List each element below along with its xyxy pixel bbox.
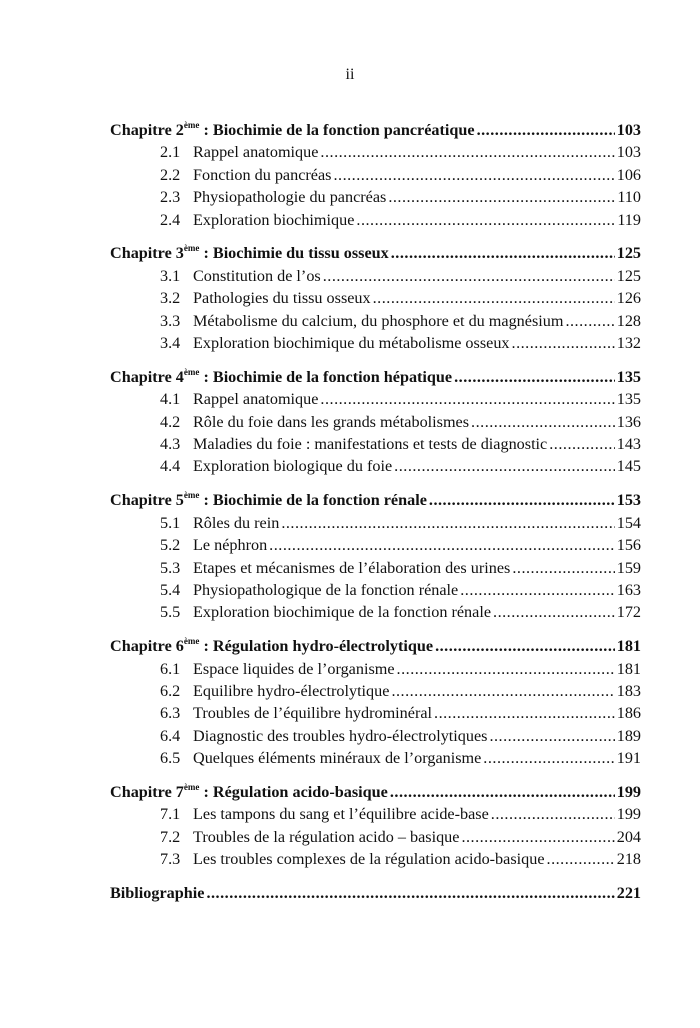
dot-leader [471, 411, 615, 433]
toc-section-entry[interactable] [110, 455, 641, 477]
dot-leader [489, 725, 614, 747]
section-page: 191 [616, 749, 641, 768]
section-title: Rôle du foie dans les grands métabolismes [193, 412, 470, 431]
dot-leader [320, 388, 614, 410]
section-title: Espace liquides de l’organisme [193, 659, 395, 678]
toc-section-entry[interactable] [110, 826, 641, 848]
section-page: 186 [616, 704, 641, 723]
section-title: Pathologies du tissu osseux [193, 289, 371, 308]
dot-leader [565, 310, 614, 332]
toc-section-entry[interactable] [110, 287, 641, 309]
section-page: 218 [616, 850, 641, 869]
section-page: 103 [616, 143, 641, 162]
chapter-label [110, 366, 452, 388]
dot-leader [388, 186, 615, 208]
chapter-prefix: Chapitre 6 [110, 637, 184, 656]
dot-leader [477, 119, 615, 141]
toc-section-entry[interactable] [110, 411, 641, 433]
section-title: Exploration biochimique du métabolisme osseux [193, 334, 510, 353]
dot-leader [391, 680, 614, 702]
toc-section-entry[interactable] [110, 803, 641, 825]
dot-leader [435, 635, 615, 657]
toc-chapter-entry[interactable] [110, 119, 641, 141]
dot-leader [269, 534, 615, 556]
section-page: 135 [616, 390, 641, 409]
toc-section-entry[interactable] [110, 557, 641, 579]
section-number: 3.2 [160, 289, 181, 308]
dot-leader [512, 332, 615, 354]
chapter-label [110, 242, 389, 264]
chapter-title: : Biochimie de la fonction pancréatique [199, 121, 475, 139]
chapter-label [110, 489, 427, 511]
section-title: Constitution de l’os [193, 266, 321, 285]
section-page: 159 [616, 558, 641, 577]
dot-leader [549, 433, 614, 455]
toc-section-entry[interactable] [110, 601, 641, 623]
dot-leader [390, 781, 615, 803]
dot-leader [493, 601, 615, 623]
toc-section-entry[interactable] [110, 209, 641, 231]
section-number: 5.4 [160, 580, 181, 599]
section-number: 3.4 [160, 334, 181, 353]
section-page: 106 [616, 165, 641, 184]
toc-section-entry[interactable] [110, 186, 641, 208]
chapter-title: : Biochimie de la fonction rénale [199, 491, 427, 510]
section-page: 163 [616, 580, 641, 599]
section-number: 7.3 [160, 850, 181, 869]
section-title: Fonction du pancréas [193, 165, 332, 184]
toc-section-entry[interactable] [110, 658, 641, 680]
chapter-ordinal: ème [183, 120, 200, 130]
toc-section-entry[interactable] [110, 265, 641, 287]
toc-section-entry[interactable] [110, 725, 641, 747]
section-number: 4.4 [160, 457, 181, 476]
chapter-prefix: Chapitre 7 [110, 783, 184, 802]
section-page: 172 [616, 603, 641, 622]
dot-leader [394, 455, 615, 477]
section-page: 204 [616, 827, 641, 846]
toc-section-entry[interactable] [110, 310, 641, 332]
chapter-prefix: Bibliographie [110, 884, 205, 903]
section-title: Exploration biologique du foie [193, 457, 393, 476]
chapter-label [110, 635, 433, 657]
chapter-ordinal: ème [183, 366, 200, 377]
table-of-contents [110, 119, 641, 905]
section-page: 156 [616, 536, 641, 555]
section-page: 128 [616, 311, 641, 330]
section-page: 125 [616, 266, 641, 285]
section-page: 145 [616, 457, 641, 476]
section-title: Exploration biochimique [193, 210, 355, 229]
toc-section-entry[interactable] [110, 747, 641, 769]
dot-leader [281, 512, 614, 534]
chapter-page: 199 [616, 783, 641, 802]
section-title: Rappel anatomique [193, 143, 319, 162]
chapter-ordinal: ème [183, 636, 200, 647]
section-number: 5.2 [160, 536, 181, 555]
toc-chapter-entry[interactable] [110, 489, 641, 511]
section-number: 2.3 [160, 188, 181, 207]
dot-leader [391, 242, 615, 264]
section-number: 5.5 [160, 603, 181, 622]
section-number: 5.1 [160, 513, 181, 532]
section-number: 5.3 [160, 558, 181, 577]
dot-leader [547, 848, 615, 870]
section-page: 154 [616, 513, 641, 532]
toc-chapter-entry[interactable] [110, 882, 641, 904]
toc-section-entry[interactable] [110, 164, 641, 186]
dot-leader [454, 366, 615, 388]
chapter-page: 221 [616, 884, 641, 903]
section-title: Equilibre hydro-électrolytique [193, 681, 390, 700]
chapter-title: : Biochimie du tissu osseux [199, 244, 389, 263]
chapter-page: 125 [616, 244, 641, 263]
chapter-ordinal: ème [183, 782, 200, 793]
toc-chapter-entry[interactable] [110, 242, 641, 264]
section-page: 119 [617, 210, 641, 229]
chapter-prefix: Chapitre 5 [110, 491, 184, 510]
section-title: Diagnostic des troubles hydro-électrolytiques [193, 726, 488, 745]
dot-leader [461, 826, 614, 848]
section-page: 136 [616, 412, 641, 431]
section-number: 4.1 [160, 390, 181, 409]
dot-leader [323, 265, 615, 287]
section-number: 2.1 [160, 143, 181, 162]
page-number: ii [345, 66, 355, 83]
section-page: 110 [617, 188, 641, 207]
section-title: Exploration biochimique de la fonction rénale [193, 603, 492, 622]
toc-section-entry[interactable] [110, 332, 641, 354]
chapter-prefix: Chapitre 3 [110, 244, 184, 263]
toc-section-entry[interactable] [110, 534, 641, 556]
section-number: 6.4 [160, 726, 181, 745]
toc-chapter-entry[interactable] [110, 366, 641, 388]
toc-section-entry[interactable] [110, 702, 641, 724]
chapter-page: 103 [616, 121, 641, 139]
section-title: Rôles du rein [193, 513, 280, 532]
toc-section-entry[interactable] [110, 848, 641, 870]
chapter-label [110, 781, 388, 803]
chapter-page: 153 [616, 491, 641, 510]
dot-leader [206, 882, 614, 904]
toc-section-entry[interactable] [110, 141, 641, 163]
dot-leader [397, 658, 615, 680]
chapter-ordinal: ème [183, 490, 200, 501]
section-number: 4.3 [160, 435, 181, 454]
chapter-title: : Biochimie de la fonction hépatique [199, 367, 453, 386]
section-title: Rappel anatomique [193, 390, 319, 409]
dot-leader [429, 489, 615, 511]
section-number: 7.2 [160, 827, 181, 846]
chapter-ordinal: ème [183, 243, 200, 254]
toc-chapter-entry[interactable] [110, 781, 641, 803]
dot-leader [373, 287, 615, 309]
section-number: 2.4 [160, 210, 181, 229]
section-title: Les tampons du sang et l’équilibre acide-base [193, 805, 489, 824]
chapter-page: 181 [616, 637, 641, 656]
chapter-title: : Régulation acido-basique [199, 783, 388, 802]
dot-leader [512, 557, 614, 579]
toc-section-entry[interactable] [110, 579, 641, 601]
dot-leader [434, 702, 615, 724]
section-title: Troubles de l’équilibre hydrominéral [193, 704, 433, 723]
section-page: 181 [616, 659, 641, 678]
chapter-page: 135 [616, 367, 641, 386]
toc-chapter-entry[interactable] [110, 635, 641, 657]
section-page: 143 [616, 435, 641, 454]
chapter-prefix: Chapitre 2 [110, 121, 184, 139]
toc-section-entry[interactable] [110, 512, 641, 534]
dot-leader [333, 164, 614, 186]
section-title: Maladies du foie : manifestations et tests de diagnostic [193, 435, 548, 454]
section-number: 3.1 [160, 266, 181, 285]
dot-leader [460, 579, 614, 601]
dot-leader [491, 803, 615, 825]
section-title: Quelques éléments minéraux de l’organisme [193, 749, 482, 768]
dot-leader [356, 209, 615, 231]
section-page: 199 [616, 805, 641, 824]
section-number: 6.3 [160, 704, 181, 723]
section-number: 6.2 [160, 681, 181, 700]
section-number: 6.1 [160, 659, 181, 678]
section-number: 6.5 [160, 749, 181, 768]
section-page: 132 [616, 334, 641, 353]
chapter-prefix: Chapitre 4 [110, 367, 184, 386]
section-page: 126 [616, 289, 641, 308]
toc-section-entry[interactable] [110, 433, 641, 455]
section-title: Métabolisme du calcium, du phosphore et du magnésium [193, 311, 564, 330]
section-title: Le néphron [193, 536, 268, 555]
dot-leader [320, 141, 614, 163]
section-page: 189 [616, 726, 641, 745]
chapter-title: : Régulation hydro-électrolytique [199, 637, 434, 656]
chapter-label [110, 882, 204, 904]
section-page: 183 [616, 681, 641, 700]
toc-section-entry[interactable] [110, 680, 641, 702]
section-title: Physiopathologie du pancréas [193, 188, 387, 207]
section-title: Les troubles complexes de la régulation acido-basique [193, 850, 545, 869]
section-number: 2.2 [160, 165, 181, 184]
dot-leader [483, 747, 614, 769]
section-title: Etapes et mécanismes de l’élaboration des urines [193, 558, 511, 577]
chapter-label [110, 119, 475, 141]
section-number: 4.2 [160, 412, 181, 431]
section-number: 7.1 [160, 805, 181, 824]
section-title: Troubles de la régulation acido – basique [193, 827, 460, 846]
toc-section-entry[interactable] [110, 388, 641, 410]
section-title: Physiopathologique de la fonction rénale [193, 580, 459, 599]
section-number: 3.3 [160, 311, 181, 330]
